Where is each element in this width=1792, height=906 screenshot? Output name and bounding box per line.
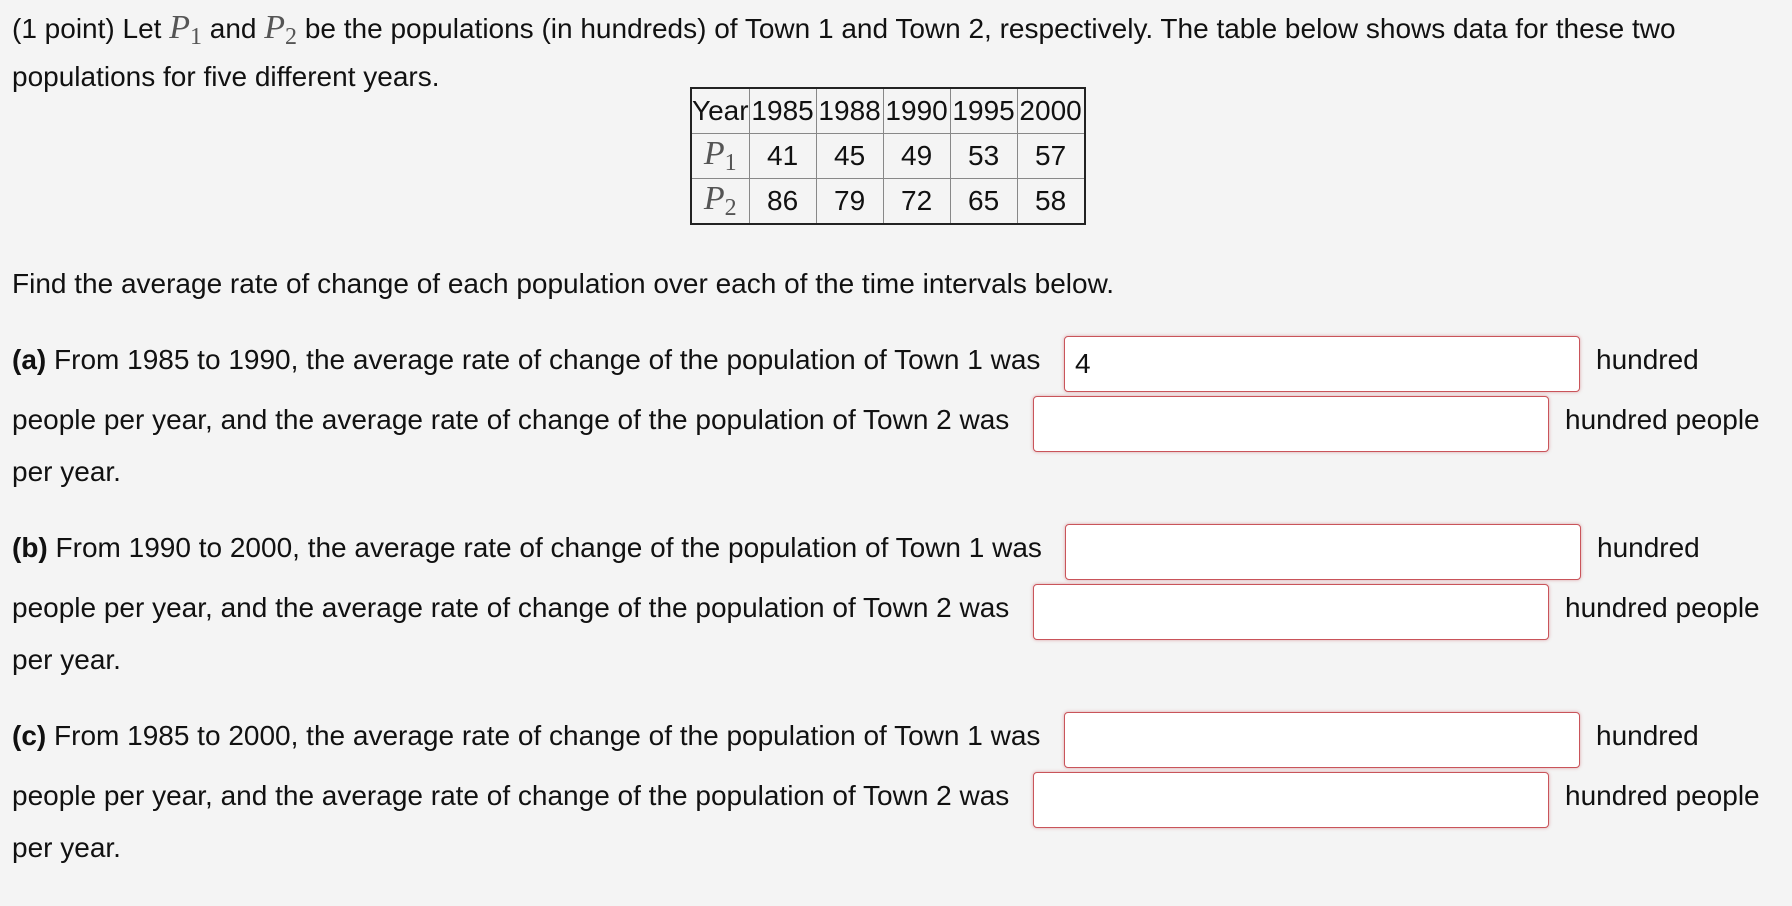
part-c-label: (c) [12, 720, 47, 751]
part-c-unit-2: hundred people [1565, 780, 1760, 811]
part-a-line-3: per year. [12, 456, 121, 487]
part-c-line-3: per year. [12, 832, 121, 863]
part-b-town1-answer-input[interactable] [1065, 524, 1581, 580]
part-a-town2-answer-input[interactable] [1033, 396, 1549, 452]
table-cell: 65 [950, 179, 1017, 225]
table-cell: 57 [1017, 134, 1085, 179]
row-label-p1: $P_1$ [691, 134, 749, 179]
part-c-town1-answer-input[interactable] [1064, 712, 1580, 768]
instructions-text: Find the average rate of change of each population over each of the time intervals below. [12, 268, 1115, 299]
part-a-line-2: people per year, and the average rate of change of the population of Town 2 was [12, 404, 1010, 435]
table-cell: 2000 [1017, 88, 1085, 134]
part-c-unit-1: hundred [1596, 720, 1699, 751]
part-c-line-2: people per year, and the average rate of change of the population of Town 2 was [12, 780, 1010, 811]
problem-intro [12, 8, 1772, 97]
table-cell: 1985 [749, 88, 816, 134]
population-table [690, 87, 1086, 225]
part-c-line-1: (c) From 1985 to 2000, the average rate of change of the population of Town 1 was [12, 720, 1041, 751]
variable-p2: $P_2$ [264, 9, 298, 50]
part-b-line-2: people per year, and the average rate of change of the population of Town 2 was [12, 592, 1010, 623]
part-b-line-3: per year. [12, 644, 121, 675]
table-cell: 1988 [816, 88, 883, 134]
part-c-town2-answer-input[interactable] [1033, 772, 1549, 828]
part-b-unit-1: hundred [1597, 532, 1700, 563]
row-label-p2: $P_2$ [691, 179, 749, 225]
table-cell: 79 [816, 179, 883, 225]
table-cell: 58 [1017, 179, 1085, 225]
table-cell: 49 [883, 134, 950, 179]
table-cell: 86 [749, 179, 816, 225]
table-cell: 72 [883, 179, 950, 225]
variable-p1: $P_1$ [169, 9, 202, 50]
table-cell: 53 [950, 134, 1017, 179]
part-a-town1-answer-input[interactable] [1064, 336, 1580, 392]
part-b-unit-2: hundred people [1565, 592, 1760, 623]
part-a-unit-2: hundred people [1565, 404, 1760, 435]
table-cell: 1995 [950, 88, 1017, 134]
table-cell: Year [691, 88, 749, 134]
part-b-town2-answer-input[interactable] [1033, 584, 1549, 640]
part-a-unit-1: hundred [1596, 344, 1699, 375]
intro-text-2: and [201, 13, 265, 44]
part-a-line-1: (a) From 1985 to 1990, the average rate of change of the population of Town 1 was [12, 344, 1041, 375]
intro-text-3: be the populations (in hundreds) of Town 1 and Town 2, respectively. The table below shows data for these two populations for five different years. [12, 13, 1676, 92]
part-a-label: (a) [12, 344, 47, 375]
table-cell: 45 [816, 134, 883, 179]
intro-text-1: (1 point) Let [12, 13, 170, 44]
table-row-p1 [691, 134, 1085, 179]
table-header-row [691, 88, 1085, 134]
table-cell: 1990 [883, 88, 950, 134]
table-row-p2 [691, 179, 1085, 225]
part-b-line-1: (b) From 1990 to 2000, the average rate of change of the population of Town 1 was [12, 532, 1042, 563]
table-cell: 41 [749, 134, 816, 179]
part-b-label: (b) [12, 532, 48, 563]
